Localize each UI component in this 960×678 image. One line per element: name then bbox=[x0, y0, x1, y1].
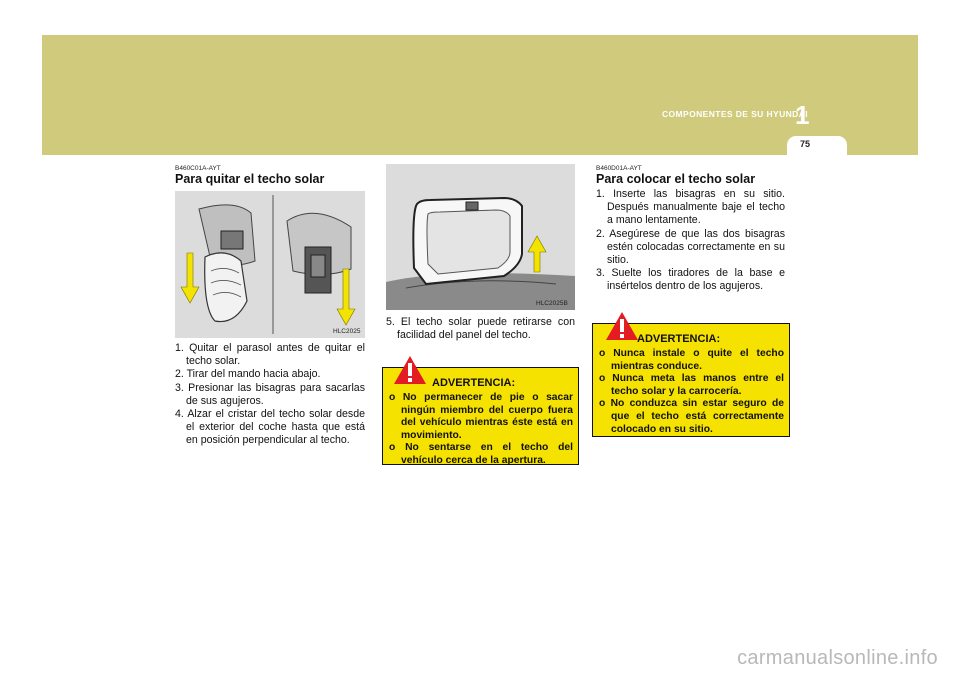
sunroof-handle-illustration bbox=[175, 191, 365, 338]
sunroof-panel-figure bbox=[386, 164, 575, 310]
warning-list bbox=[389, 392, 573, 468]
warning-box bbox=[592, 323, 790, 437]
chapter-number: 1 bbox=[795, 100, 810, 130]
list-item: 5. El techo solar puede retirarse con facilidad del panel del techo. bbox=[386, 316, 575, 342]
section-code: B460D01A-AYT bbox=[596, 165, 642, 172]
watermark: carmanualsonline.info bbox=[737, 647, 938, 669]
list-item: 1. Inserte las bisagras en su sitio. Después manualmente baje el techo a mano lentamente. bbox=[596, 188, 785, 227]
list-item: o Nunca instale o quite el techo mientras conduce. bbox=[599, 348, 784, 372]
warning-triangle-icon bbox=[393, 355, 427, 385]
page-number: 75 bbox=[799, 139, 810, 149]
section-heading: Para colocar el techo solar bbox=[596, 172, 756, 186]
list-item: o No sentarse en el techo del vehículo cerca de la apertura. bbox=[389, 442, 573, 466]
list-item: 4. Alzar el cristar del techo solar desde el exterior del coche hasta que está en posición perpendicular al techo. bbox=[175, 408, 365, 447]
sunroof-removal-figure bbox=[175, 191, 365, 338]
section-heading: Para quitar el techo solar bbox=[175, 172, 325, 186]
warning-triangle-icon bbox=[605, 311, 639, 341]
warning-list bbox=[599, 348, 784, 436]
sunroof-panel-illustration bbox=[386, 164, 575, 310]
list-item: 3. Suelte los tiradores de la base e insértelos dentro de los agujeros. bbox=[596, 267, 785, 293]
warning-title: ADVERTENCIA: bbox=[637, 333, 721, 345]
list-item: 1. Quitar el parasol antes de quitar el techo solar. bbox=[175, 342, 365, 368]
list-item: 2. Tirar del mando hacia abajo. bbox=[175, 368, 321, 381]
figure-label: HLC2025 bbox=[333, 328, 361, 335]
removal-steps bbox=[175, 342, 365, 448]
removal-step-5 bbox=[386, 316, 575, 342]
figure-label: HLC2025B bbox=[536, 300, 568, 307]
list-item: o Nunca meta las manos entre el techo solar y la carrocería. bbox=[599, 373, 784, 397]
install-steps bbox=[596, 188, 785, 294]
chapter-title: COMPONENTES DE SU HYUNDAI bbox=[661, 109, 808, 119]
warning-box bbox=[382, 367, 579, 465]
list-item: 3. Presionar las bisagras para sacarlas de sus agujeros. bbox=[175, 381, 365, 407]
list-item: 2. Asegúrese de que las dos bisagras estén colocadas correctamente en su sitio. bbox=[596, 227, 785, 267]
list-item: o No permanecer de pie o sacar ningún miembro del cuerpo fuera del vehículo mientras éste está en movimiento. bbox=[389, 392, 573, 441]
warning-title: ADVERTENCIA: bbox=[432, 377, 516, 389]
list-item: o No conduzca sin estar seguro de que el techo está correctamente colocado en su sitio. bbox=[599, 398, 784, 435]
section-code: B460C01A-AYT bbox=[175, 165, 221, 172]
header-band bbox=[42, 35, 918, 155]
